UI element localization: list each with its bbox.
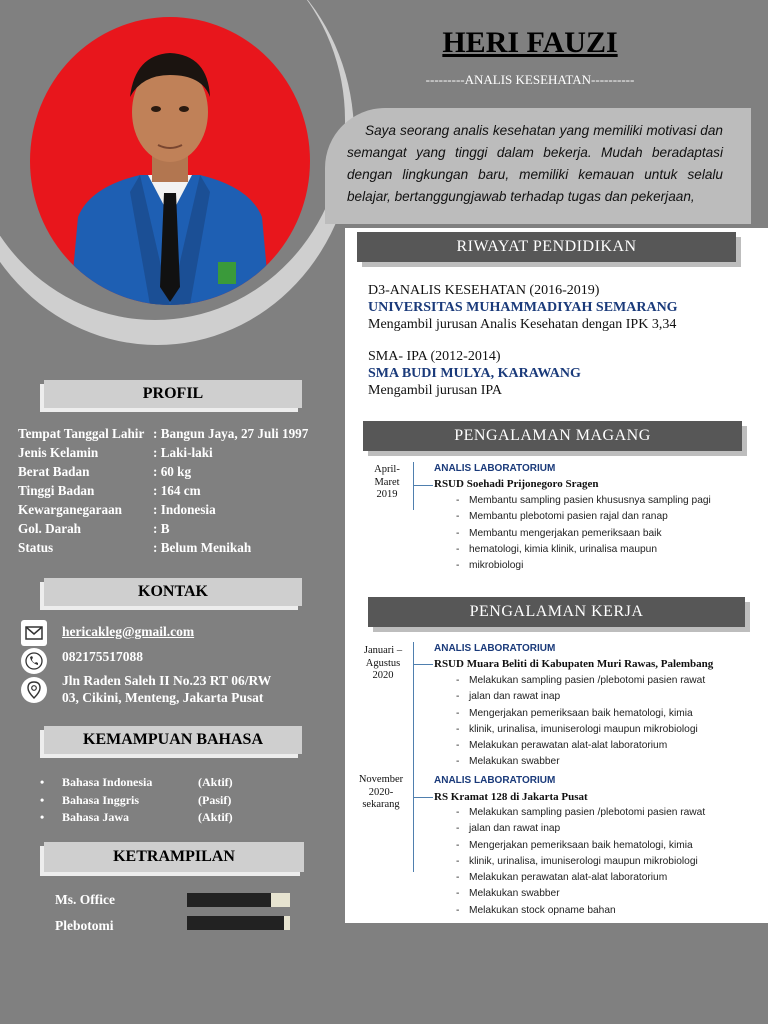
contact-title: KONTAK (138, 583, 208, 600)
address-line-1: Jln Raden Saleh II No.23 RT 06/RW (62, 673, 272, 688)
job-role: ---------ANALIS KESEHATAN---------- (425, 72, 635, 87)
work-tasks-1 (456, 673, 756, 771)
list-item: - mikrobiologi (456, 558, 756, 574)
skills-title: KETRAMPILAN (113, 848, 235, 865)
education-school: SMA BUDI MULYA, KARAWANG (368, 366, 581, 381)
phone-icon (21, 648, 47, 674)
education-item-1 (368, 282, 678, 333)
languages-header (44, 726, 302, 754)
table-row: Jenis Kelamin : Laki-laki (18, 445, 213, 460)
work-tasks-2 (456, 805, 756, 919)
profile-header (44, 380, 302, 408)
internship-date: April- Maret 2019 (374, 464, 400, 500)
phone-number: 082175517088 (62, 649, 143, 664)
list-item: - klinik, urinalisa, imuniserologi maupun mikrobiologi (456, 854, 756, 870)
list-item: - Mengerjakan pemeriksaan baik hematologi, kimia (456, 706, 756, 722)
list-item: - klinik, urinalisa, imuniserologi maupun mikrobiologi (456, 722, 756, 738)
table-row: Tempat Tanggal Lahir : Bangun Jaya, 27 Juli 1997 (18, 426, 309, 441)
skill-name-1: Ms. Office (55, 892, 115, 907)
education-title: RIWAYAT PENDIDIKAN (456, 238, 637, 255)
timeline-line (413, 462, 414, 510)
timeline-tick (413, 664, 433, 665)
list-item: • Bahasa Indonesia (Aktif) (40, 775, 233, 789)
skill-bar-fill (187, 916, 284, 930)
work-position-1: ANALIS LABORATORIUM (434, 643, 556, 654)
list-item: - Melakukan sampling pasien /plebotomi pasien rawat (456, 805, 756, 821)
education-item-2 (368, 348, 581, 399)
education-note: Mengambil jurusan IPA (368, 383, 503, 398)
timeline-tick (413, 797, 433, 798)
list-item: - hematologi, kimia klinik, urinalisa maupun (456, 542, 756, 558)
timeline-tick (413, 485, 433, 486)
education-note: Mengambil jurusan Analis Kesehatan dengan IPK 3,34 (368, 317, 677, 332)
education-degree: D3-ANALIS KESEHATAN (2016-2019) (368, 283, 600, 298)
list-item: - Melakukan sampling pasien /plebotomi pasien rawat (456, 673, 756, 689)
list-item: - Membantu mengerjakan pemeriksaan baik (456, 526, 756, 542)
internship-title: PENGALAMAN MAGANG (454, 427, 651, 444)
list-item: - Membantu sampling pasien khususnya sampling pagi (456, 493, 756, 509)
skill-bar-fill (187, 893, 271, 907)
education-header (357, 232, 736, 262)
internship-place: RSUD Soehadi Prijonegoro Sragen (434, 478, 599, 490)
skill-name-2: Plebotomi (55, 918, 114, 933)
location-pin-icon (21, 677, 47, 703)
work-place-1: RSUD Muara Beliti di Kabupaten Muri Rawas, Palembang (434, 658, 714, 670)
work-place-2: RS Kramat 128 di Jakarta Pusat (434, 791, 588, 803)
table-row: Gol. Darah : B (18, 521, 170, 536)
work-date-2: November 2020- sekarang (358, 774, 404, 810)
profile-photo (30, 17, 310, 305)
address (62, 672, 271, 706)
table-row: Tinggi Badan : 164 cm (18, 483, 201, 498)
profile-table (18, 424, 308, 557)
contact-header (44, 578, 302, 606)
table-row: Berat Badan : 60 kg (18, 464, 192, 479)
list-item: • Bahasa Jawa (Aktif) (40, 810, 233, 824)
list-item: - Melakukan swabber (456, 754, 756, 770)
list-item: - jalan dan rawat inap (456, 821, 756, 837)
languages-list (40, 774, 233, 827)
internship-header (363, 421, 742, 451)
list-item: - Melakukan stock opname bahan (456, 903, 756, 919)
languages-title: KEMAMPUAN BAHASA (83, 731, 263, 748)
list-item: - Mengerjakan pemeriksaan baik hematologi, kimia (456, 838, 756, 854)
skill-bar-track (271, 893, 290, 907)
list-item: - Melakukan swabber (456, 886, 756, 902)
summary-text: Saya seorang analis kesehatan yang memiliki motivasi dan semangat yang tinggi dalam bekerja. Mudah beradaptasi dengan lingkungan baru, memiliki kemauan untuk selalu belajar, bertanggungjawab terhadap tugas dan pekerjaan, (347, 123, 723, 204)
work-date-1: Januari – Agustus 2020 (363, 645, 403, 681)
work-title: PENGALAMAN KERJA (469, 603, 644, 620)
list-item: - Membantu plebotomi pasien rajal dan ranap (456, 509, 756, 525)
work-position-2: ANALIS LABORATORIUM (434, 775, 556, 786)
list-item: - Melakukan perawatan alat-alat laboratorium (456, 738, 756, 754)
profile-title: PROFIL (142, 385, 204, 402)
table-row: Status : Belum Menikah (18, 540, 252, 555)
list-item: • Bahasa Inggris (Pasif) (40, 792, 232, 807)
list-item: - jalan dan rawat inap (456, 689, 756, 705)
address-line-2: 03, Cikini, Menteng, Jakarta Pusat (62, 690, 264, 705)
education-school: UNIVERSITAS MUHAMMADIYAH SEMARANG (368, 300, 678, 315)
email-link[interactable]: hericakleg@gmail.com (62, 624, 195, 639)
list-item: - Melakukan perawatan alat-alat laboratorium (456, 870, 756, 886)
table-row: Kewarganegaraan : Indonesia (18, 502, 216, 517)
work-header (368, 597, 745, 627)
mail-icon (21, 620, 47, 646)
timeline-line (413, 642, 414, 872)
internship-position: ANALIS LABORATORIUM (434, 463, 556, 474)
skills-header (44, 842, 304, 872)
person-name: HERI FAUZI (442, 26, 618, 59)
internship-tasks (456, 493, 756, 574)
education-degree: SMA- IPA (2012-2014) (368, 349, 501, 364)
skill-bar-track (284, 916, 290, 930)
